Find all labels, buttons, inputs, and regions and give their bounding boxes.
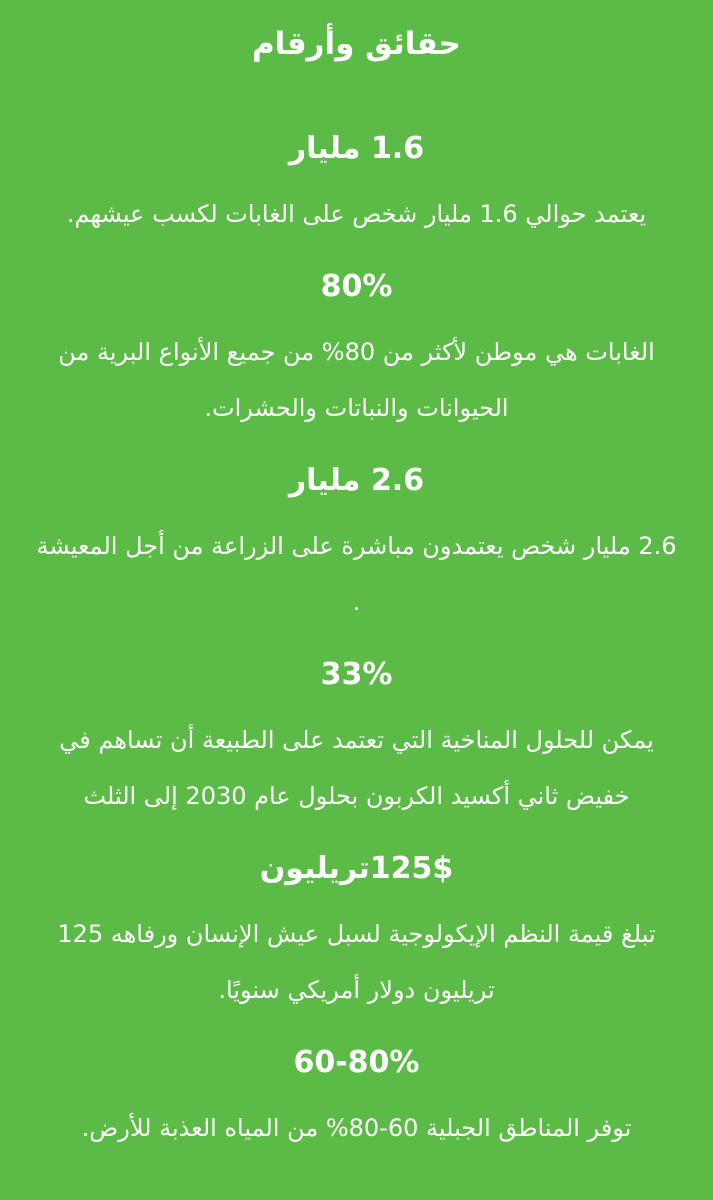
fact-value: 33% (320, 657, 393, 692)
fact-description: يعتمد حوالي 1.6 مليار شخص على الغابات لكسب عيشهم. (66, 200, 647, 228)
fact-value: 2.6 مليار (288, 463, 425, 498)
fact-value: 125$تريليون (259, 851, 454, 886)
fact-description: تبلغ قيمة النظم الإيكولوجية لسبل عيش الإنسان ورفاهه 125 تريليون دولار أمريكي سنويًا. (57, 920, 656, 1004)
fact-value: 1.6 مليار (288, 131, 425, 166)
fact-item-33-percent (30, 656, 683, 824)
fact-item-80-percent (30, 268, 683, 436)
fact-item-1-6-billion (30, 130, 683, 242)
page-title: حقائق وأرقام (251, 26, 462, 62)
fact-description: توفر المناطق الجبلية 60-80% من المياه العذبة للأرض. (81, 1114, 632, 1142)
fact-item-60-80-percent (30, 1044, 683, 1156)
fact-item-125-trillion (30, 850, 683, 1018)
fact-description: الغابات هي موطن لأكثر من 80% من جميع الأنواع البرية من الحيوانات والنباتات والحشرات. (58, 338, 655, 422)
fact-description: 2.6 مليار شخص يعتمدون مباشرة على الزراعة من أجل المعيشة . (36, 532, 677, 616)
fact-description: يمكن للحلول المناخية التي تعتمد على الطبيعة أن تساهم في خفيض ثاني أكسيد الكربون بحلول عام 2030 إلى الثلث (59, 726, 654, 810)
fact-value: 60-80% (293, 1045, 420, 1080)
fact-item-2-6-billion (30, 462, 683, 630)
facts-list (30, 130, 683, 1156)
fact-value: 80% (320, 269, 393, 304)
